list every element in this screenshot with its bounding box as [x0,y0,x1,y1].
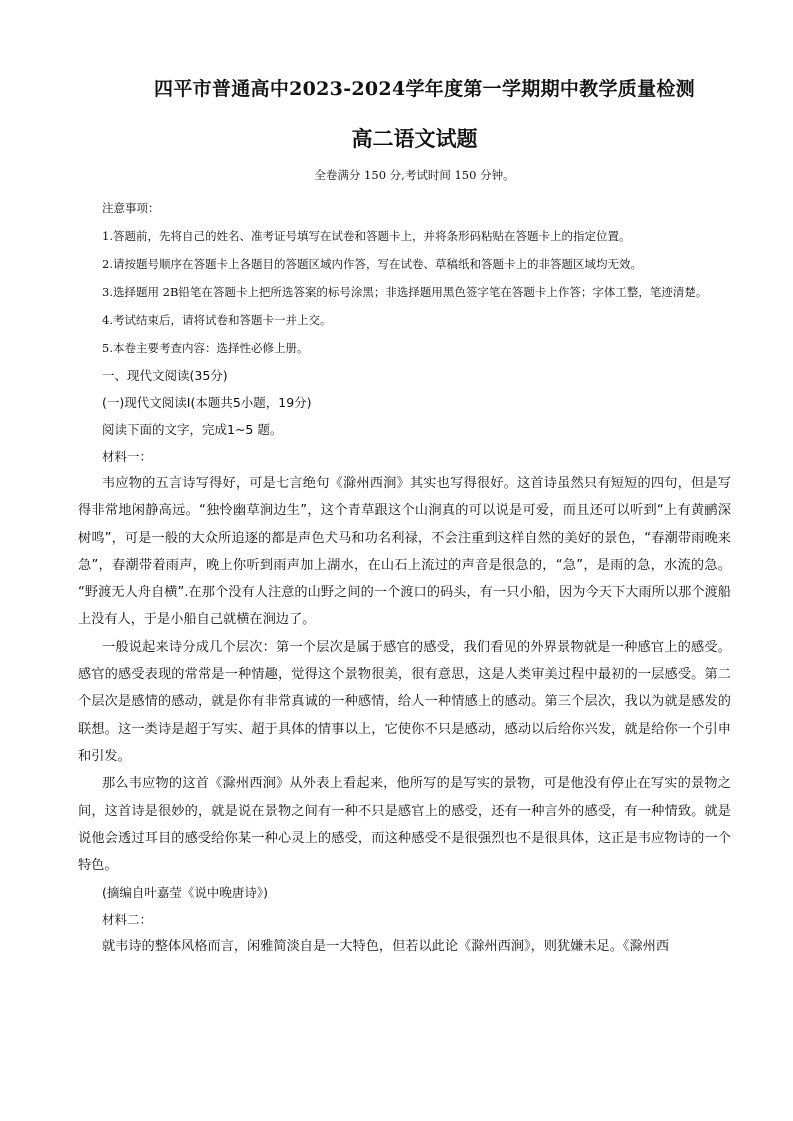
score-time-info: 全卷满分 150 分,考试时间 150 分钟。 [314,168,515,182]
subsection-heading: (一)现代文阅读Ⅰ(本题共5小题，19分) [102,395,312,410]
reading-instruction: 阅读下面的文字，完成1~5 题。 [102,422,283,437]
note-item-3: 3.选择题用 2B铅笔在答题卡上把所选答案的标号涂黑；非选择题用黑色签字笔在答题卡上作答；字体工整，笔迹清楚。 [102,285,708,299]
part-heading: 一、现代文阅读(35分) [102,368,228,383]
notes-heading: 注意事项： [102,201,160,215]
material-1-source: (摘编自叶嘉莹《说中晚唐诗》) [102,885,269,901]
material-2-label: 材料二： [102,912,153,928]
note-item-1: 1.答题前，先将自己的姓名、准考证号填写在试卷和答题卡上，并将条形码粘贴在答题卡上的指定位置。 [102,229,631,243]
notes-block [78,194,731,362]
material-2-paragraph: 就韦诗的整体风格而言，闲雅简淡自是一大特色，但若以此论《滁州西涧》，则犹嫌未足。《滁州西 [102,939,670,955]
note-item-2: 2.请按题号顺序在答题卡上各题目的答题区域内作答，写在试卷、草稿纸和答题卡上的非答题区域均无效。 [102,257,642,271]
material-1-label: 材料一： [102,449,153,464]
note-item-5: 5.本卷主要考查内容：选择性必修上册。 [102,341,309,355]
exam-subtitle: 高二语文试题 [351,126,478,151]
exam-title: 四平市普通高中2023-2024学年度第一学期期中教学质量检测 [154,78,695,100]
material-1-paragraph: 韦应物的五言诗写得好，可是七言绝句《滁州西涧》其实也写得很好。这首诗虽然只有短短的四句，但是写得非常地闲静高远。“独怜幽草涧边生”，这个青草跟这个山涧真的可以说是可爱，而且还可以听到“上有黄鹂深树鸣”，可是一般的大众所追逐的都是声色犬马和功名利禄，不会注重到这样自然的美好的景色，“春潮带雨晚来急”，春潮带着雨声，晚上你听到雨声加上湖水，在山石上流过的声音是很急的，“急”，是雨的急，水流的急。 “野渡无人舟自横”.在那个没有人注意的山野之间的一个渡口的码头，有一只小船，因为今天下大雨所以那个渡船上没有人，于是小船自己就横在涧边了。 [78,476,731,628]
material-1-paragraph: 一般说起来诗分成几个层次：第一个层次是属于感官的感受，我们看见的外界景物就是一种感官上的感受。感官的感受表现的常常是一种情趣，觉得这个景物很美，很有意思，这是人类审美过程中最初的一层感受。第二个层次是感情的感动，就是你有非常真诚的一种感情，给人一种情感上的感动。第三个层次，我以为就是感发的联想。这一类诗是超于写实、超于具体的情事以上，它使你不只是感动，感动以后给你兴发，就是给你一个引申和引发。 [78,639,731,764]
note-item-4: 4.考试结束后，请将试卷和答题卡一并上交。 [102,313,332,327]
material-1-paragraph: 那么韦应物的这首《滁州西涧》从外表上看起来，他所写的是写实的景物，可是他没有停止在写实的景物之间，这首诗是很妙的，就是说在景物之间有一种不只是感官上的感受，还有一种言外的感受，有一种情致。就是说他会透过耳目的感受给你某一种心灵上的感受，而这种感受不是很强烈也不是很具体，这正是韦应物诗的一个特色。 [78,776,731,874]
